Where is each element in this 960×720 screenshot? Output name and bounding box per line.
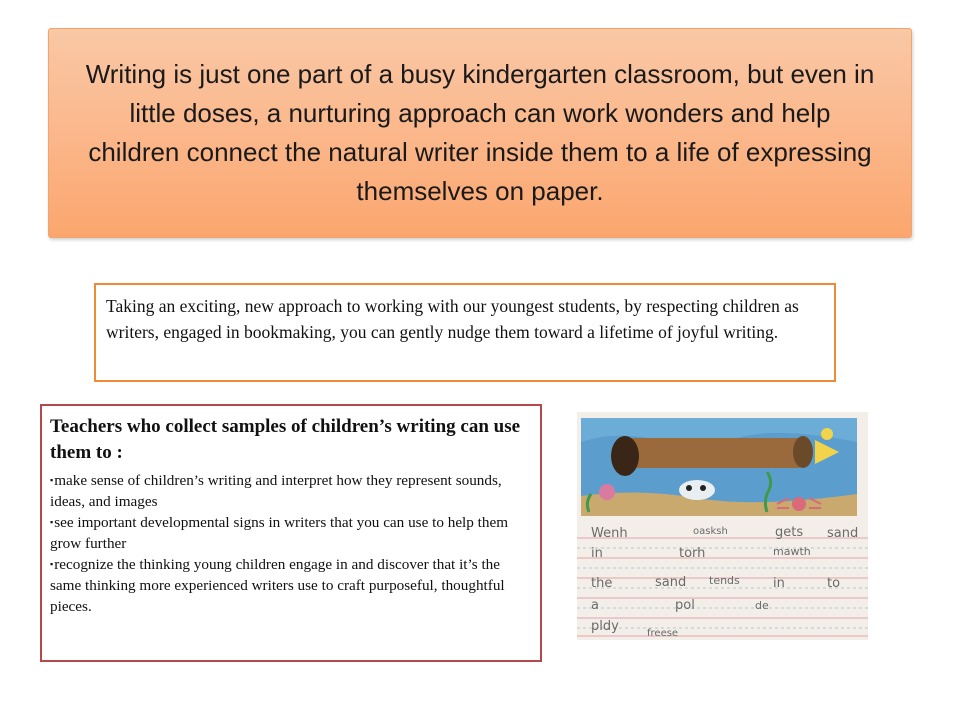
bullet-icon: ▪ [50, 517, 54, 527]
handwriting-word: Wenh [591, 526, 628, 541]
intro-text: Taking an exciting, new approach to working with our youngest students, by respecting children as writers, engaged in bookmaking, you can gently nudge them toward a lifetime of joyful writing. [106, 296, 799, 342]
teachers-box [40, 404, 542, 662]
child-drawing-svg [577, 412, 868, 640]
title-box [48, 28, 912, 238]
teachers-list [50, 470, 534, 617]
list-item [50, 512, 534, 554]
handwriting-word: in [591, 546, 603, 561]
handwriting-word: freese [647, 628, 679, 639]
title-text: Writing is just one part of a busy kindergarten classroom, but even in little doses, a nurturing approach can work wonders and help children connect the natural writer inside them to a life of expressing themselves on paper. [85, 59, 875, 206]
crab-drawing [599, 484, 615, 500]
teachers-heading: Teachers who collect samples of children’s writing can use them to : [50, 416, 521, 463]
bullet-icon: ▪ [50, 559, 54, 569]
handwriting-word: tends [709, 574, 740, 587]
handwriting-word: gets [775, 525, 804, 540]
handwriting-word: the [591, 576, 613, 591]
handwriting-word: in [773, 576, 785, 591]
list-item-text: make sense of children’s writing and interpret how they represent sounds, ideas, and images [50, 472, 502, 510]
handwriting-word: de [755, 599, 769, 612]
handwriting-word: pol [675, 598, 695, 613]
list-item [50, 554, 534, 617]
handwriting-word: a [591, 598, 599, 613]
child-drawing-image [577, 412, 868, 640]
handwriting-word: pldy [591, 619, 619, 634]
intro-box [94, 283, 836, 382]
handwriting-word: sand [655, 575, 687, 590]
log-drawing [619, 438, 809, 468]
list-item-text: see important developmental signs in writers that you can use to help them grow further [50, 514, 509, 552]
list-item-text: recognize the thinking young children engage in and discover that it’s the same thinking more experienced writers use to craft purposeful, thoughtful pieces. [50, 556, 505, 615]
list-item [50, 470, 534, 512]
handwriting-word: sand [827, 526, 859, 541]
handwriting-word: oasksh [693, 526, 728, 537]
handwriting-word: mawth [773, 545, 811, 558]
handwriting-word: to [827, 576, 841, 591]
handwriting-word: torh [679, 546, 706, 561]
bullet-icon: ▪ [50, 475, 54, 485]
